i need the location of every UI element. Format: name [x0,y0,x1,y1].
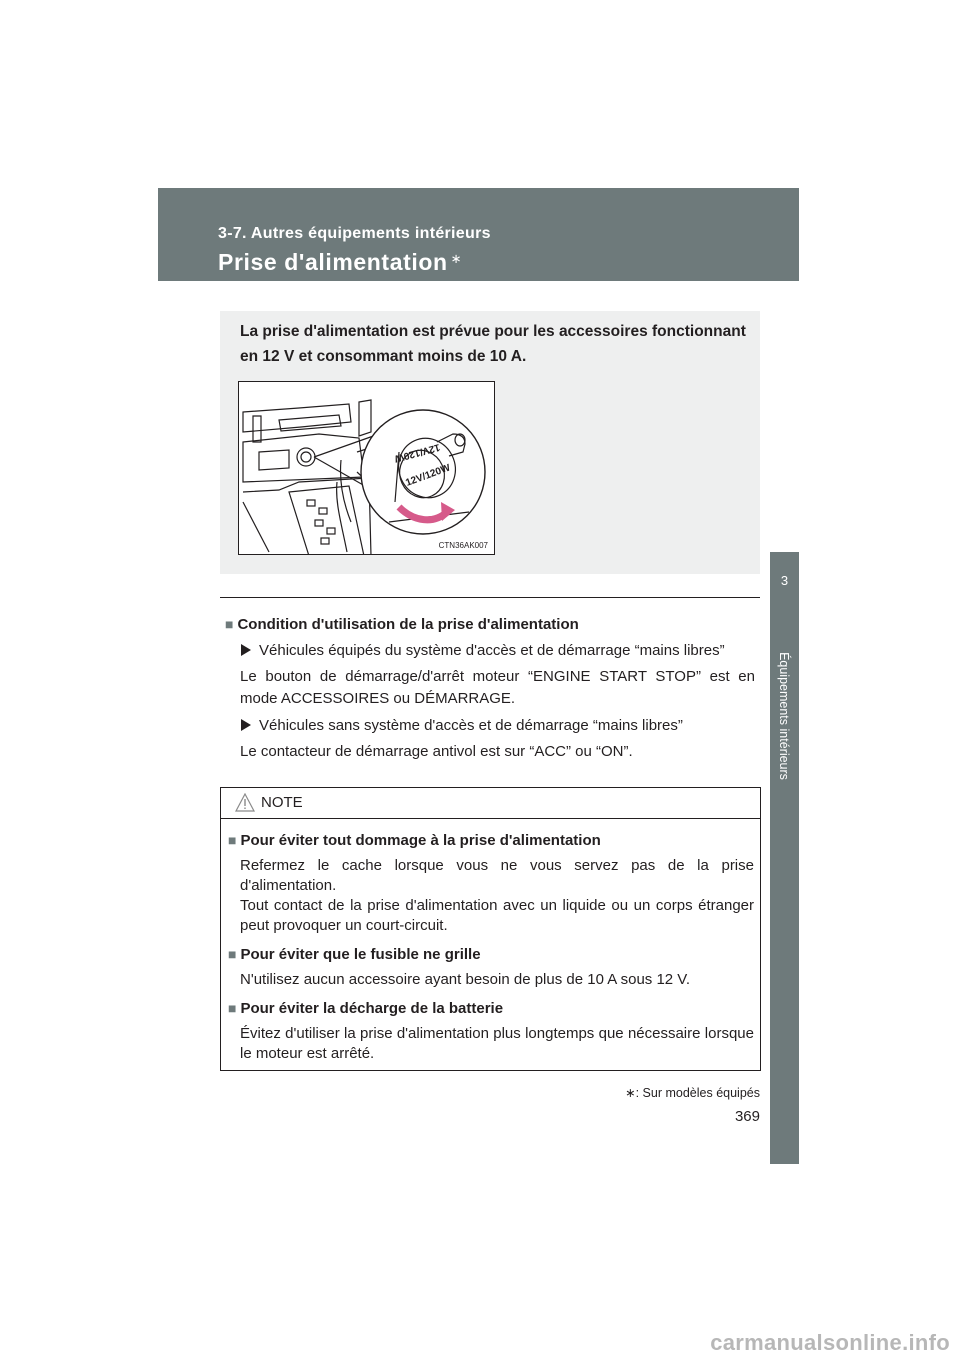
note-heading [228,830,754,851]
section-divider [220,597,760,598]
note-body [228,830,754,1064]
condition-bullet [225,717,755,734]
triangle-bullet-icon [241,719,251,731]
square-bullet-icon: ■ [228,946,237,962]
square-bullet-icon: ■ [225,616,234,632]
condition-bullet-text: Véhicules équipés du système d'accès et de démarrage “mains libres” [259,642,725,659]
image-code: CTN36AK007 [438,541,488,550]
socket-label-bottom: 12V/120W [404,462,452,489]
warning-triangle-icon [235,793,255,812]
square-bullet-icon: ■ [228,832,237,848]
note-text: Tout contact de la prise d'alimentation avec un liquide ou un corps étranger peut provoquer un court-circuit. [240,897,754,934]
dashboard-drawing [239,382,495,555]
note-heading [228,998,754,1019]
triangle-bullet-icon [241,644,251,656]
note-label: NOTE [261,794,303,811]
note-heading-text: Pour éviter la décharge de la batterie [240,1000,504,1017]
socket-label-top: 12V/120W [393,441,442,464]
intro-text: La prise d'alimentation est prévue pour les accessoires fonctionnant en 12 V et consommant moins de 10 A. [240,323,746,365]
page-title-text: Prise d'alimentation [218,249,448,275]
note-heading-text: Pour éviter que le fusible ne grille [240,946,481,963]
note-box [220,787,761,1071]
condition-text: Le contacteur de démarrage antivol est sur “ACC” ou “ON”. [240,743,633,760]
square-bullet-icon: ■ [228,1000,237,1016]
note-text: Évitez d'utiliser la prise d'alimentation plus longtemps que nécessaire lorsque le moteur est arrêté. [240,1025,754,1062]
chapter-side-tab [770,552,799,1164]
condition-bullet [225,642,755,659]
condition-bullet-text: Véhicules sans système d'accès et de démarrage “mains libres” [259,717,683,734]
chapter-label: Équipements intérieurs [777,652,791,780]
note-text: N'utilisez aucun accessoire ayant besoin de plus de 10 A sous 12 V. [240,971,691,988]
title-asterisk: ∗ [450,251,463,266]
page-number: 369 [734,1108,760,1125]
section-label: 3-7. Autres équipements intérieurs [218,225,491,242]
watermark: carmanualsonline.info [710,1330,950,1355]
condition-heading [225,614,755,635]
note-text: Refermez le cache lorsque vous ne vous servez pas de la prise d'alimentation. [240,857,754,894]
usage-condition-section [225,614,755,763]
page-title [218,249,462,276]
note-heading-text: Pour éviter tout dommage à la prise d'alimentation [240,832,601,849]
footnote: ∗: Sur modèles équipés [625,1086,760,1100]
chapter-number: 3 [780,573,789,588]
note-header [221,788,760,819]
note-heading [228,944,754,965]
condition-heading-text: Condition d'utilisation de la prise d'alimentation [237,616,579,633]
power-outlet-illustration [238,381,495,555]
condition-text: Le bouton de démarrage/d'arrêt moteur “ENGINE START STOP” est en mode ACCESSOIRES ou DÉMARRAGE. [240,668,755,707]
